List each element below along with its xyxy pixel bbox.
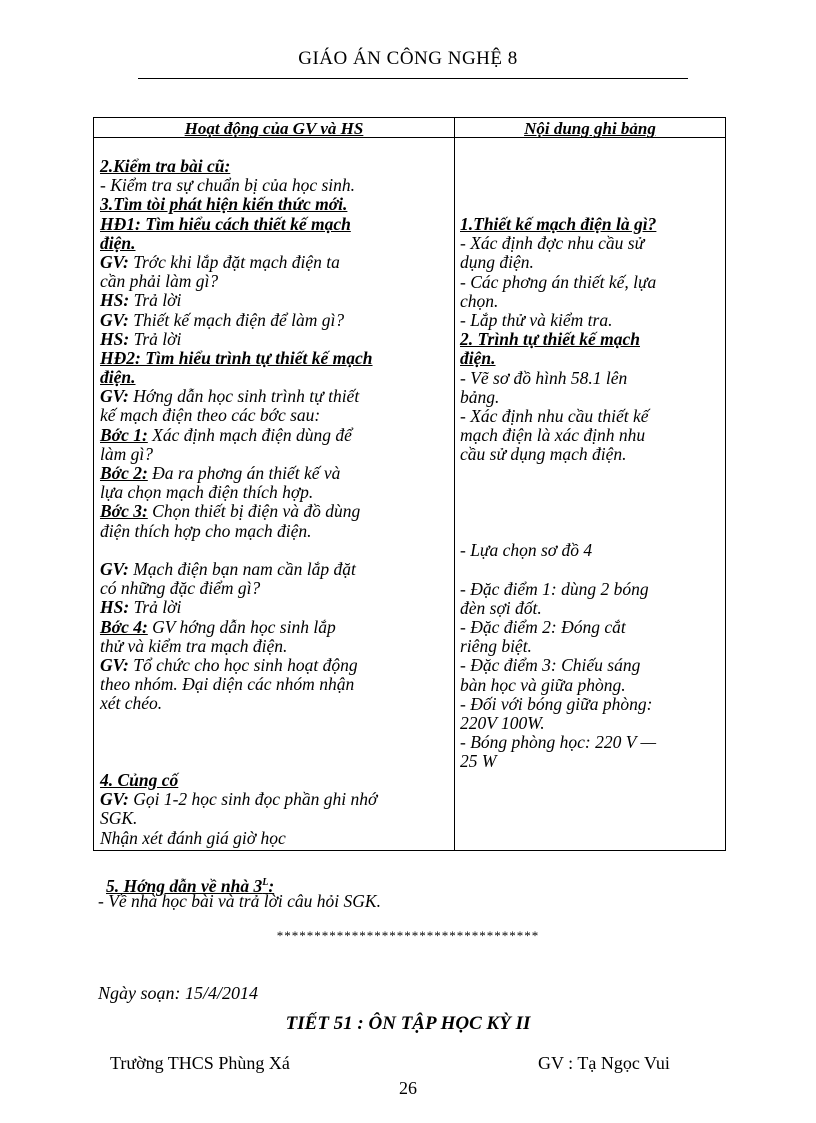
step-4-label: Bớc 4: <box>100 616 148 637</box>
section-2-line: - Xác định nhu cầu thiết kế <box>460 405 649 426</box>
check-old-lesson-text: - Kiểm tra sự chuẩn bị của học sinh. <box>100 175 356 196</box>
diagram-choice: - Lựa chọn sơ đồ 4 <box>460 540 593 561</box>
student-label: HS: <box>100 597 130 618</box>
teacher-question-1-text: Trớc khi lắp đặt mạch điện ta <box>128 251 340 272</box>
next-lesson-heading: TIẾT 51 : ÔN TẬP HỌC KỲ II <box>285 1013 531 1034</box>
column-divider <box>454 118 455 850</box>
step-2 <box>100 464 450 483</box>
page-header-title: GIÁO ÁN CÔNG NGHỆ 8 <box>298 48 518 69</box>
separator-stars: *********************************** <box>276 928 540 943</box>
homework-title <box>98 873 738 896</box>
student-answer-1-text: Trả lời <box>129 290 182 311</box>
teacher-label: GV: <box>100 654 129 675</box>
student-label: HS: <box>100 328 130 349</box>
consolidation-task-text: Gọi 1-2 học sinh đọc phần ghi nhớ <box>128 789 378 810</box>
step-1-label: Bớc 1: <box>100 424 148 445</box>
student-answer-2-text: Trả lời <box>129 328 182 349</box>
activity-2-title: HĐ2: Tìm hiểu trình tự thiết kế mạch <box>100 347 373 368</box>
spacer <box>100 752 450 771</box>
lesson-evaluation: Nhận xét đánh giá giờ học <box>100 827 286 848</box>
study-bulb-spec-cont: 25 W <box>460 751 497 772</box>
step-4-cont: thử và kiểm tra mạch điện. <box>100 635 288 656</box>
step-1-cont: làm gì? <box>100 443 153 464</box>
step-3-label: Bớc 3: <box>100 501 148 522</box>
step-4 <box>100 618 450 637</box>
activity-1-title-cont: điện. <box>100 232 136 253</box>
teacher-label: GV: <box>100 309 129 330</box>
section-1-line: - Xác định đợc nhu cầu sử <box>460 233 645 254</box>
preparation-date: Ngày soạn: 15/4/2014 <box>98 983 258 1003</box>
spacer <box>100 713 450 732</box>
check-old-lesson-title: 2.Kiểm tra bài cũ: <box>100 156 231 176</box>
header-rule <box>138 78 688 79</box>
student-answer-3 <box>100 598 450 617</box>
teacher-guide-cont: kế mạch điện theo các bớc sau: <box>100 405 321 426</box>
consolidation-task <box>100 790 450 809</box>
spacer <box>100 541 450 560</box>
table-header-activities: Hoạt động của GV và HS <box>184 119 364 138</box>
homework-title-sup: L <box>262 877 269 888</box>
step-3-text: Chọn thiết bị điện và đồ dùng <box>147 501 361 522</box>
student-answer-2 <box>100 330 450 349</box>
teacher-label: GV: <box>100 386 129 407</box>
section-2-title-cont: điện. <box>460 348 496 369</box>
teacher-label: GV: <box>100 789 129 810</box>
activities-column <box>100 157 450 848</box>
feature-1: - Đặc điểm 1: dùng 2 bóng <box>460 578 649 599</box>
section-1-line: dụng điện. <box>460 252 534 273</box>
teacher-question-3-cont: có những đặc điểm gì? <box>100 578 261 599</box>
section-2-line: - Vẽ sơ đồ hình 58.1 lên <box>460 367 628 388</box>
spacer <box>460 560 722 579</box>
new-knowledge-title: 3.Tìm tòi phát hiện kiến thức mới. <box>100 194 348 215</box>
feature-3: - Đặc điểm 3: Chiếu sáng <box>460 655 641 676</box>
teacher-question-2-text: Thiết kế mạch điện để làm gì? <box>128 309 345 330</box>
section-1-title: 1.Thiết kế mạch điện là gì? <box>460 214 657 234</box>
homework-title-colon: : <box>268 875 275 896</box>
footer-teacher: GV : Tạ Ngọc Vui <box>538 1053 670 1073</box>
feature-3-cont: bàn học và giữa phòng. <box>460 674 626 695</box>
teacher-label: GV: <box>100 251 129 272</box>
study-bulb-spec: - Bóng phòng học: 220 V — <box>460 732 657 753</box>
teacher-question-4-text: Tổ chức cho học sinh hoạt động <box>128 654 358 675</box>
table-header-board-content: Nội dung ghi bảng <box>524 119 656 138</box>
section-2-line: bảng. <box>460 386 500 407</box>
homework-section <box>98 873 738 911</box>
section-1-line: - Các phơng án thiết kế, lựa <box>460 271 657 292</box>
step-2-label: Bớc 2: <box>100 463 148 483</box>
section-1-line: - Lắp thử và kiểm tra. <box>460 309 613 330</box>
step-2-cont: lựa chọn mạch điện thích hợp. <box>100 482 314 503</box>
activity-1-title: HĐ1: Tìm hiểu cách thiết kế mạch <box>100 213 351 234</box>
spacer <box>460 522 722 541</box>
teacher-question-1-cont: cần phải làm gì? <box>100 271 219 292</box>
section-2-line: cầu sử dụng mạch điện. <box>460 444 627 465</box>
footer-school: Trường THCS Phùng Xá <box>110 1053 290 1073</box>
teacher-label: GV: <box>100 558 129 579</box>
student-answer-1 <box>100 291 450 310</box>
teacher-question-1 <box>100 253 450 272</box>
teacher-question-4 <box>100 656 450 675</box>
teacher-question-3 <box>100 560 450 579</box>
student-answer-3-text: Trả lời <box>129 597 182 618</box>
spacer <box>460 484 722 503</box>
board-content-column <box>460 215 722 771</box>
teacher-question-2 <box>100 311 450 330</box>
teacher-guide-text: Hớng dẫn học sinh trình tự thiết <box>128 386 360 407</box>
teacher-question-3-text: Mạch điện bạn nam cần lắp đặt <box>128 558 356 579</box>
section-2-line: mạch điện là xác định nhu <box>460 425 646 446</box>
step-3 <box>100 502 450 521</box>
teacher-question-4-cont-2: xét chéo. <box>100 693 163 714</box>
page-number: 26 <box>399 1078 417 1098</box>
step-2-text: Đa ra phơng án thiết kế và <box>147 463 341 483</box>
section-1-line: chọn. <box>460 290 499 311</box>
step-4-text: GV hớng dẫn học sinh lắp <box>147 616 336 637</box>
feature-2-cont: riêng biệt. <box>460 636 532 657</box>
student-label: HS: <box>100 290 130 311</box>
step-1 <box>100 426 450 445</box>
homework-title-text: 5. Hớng dẫn về nhà 3 <box>106 875 263 896</box>
consolidation-title: 4. Củng cố <box>100 770 179 790</box>
feature-2: - Đặc điểm 2: Đóng cắt <box>460 616 626 637</box>
spacer <box>460 503 722 522</box>
spacer <box>460 464 722 483</box>
center-bulb-spec: - Đối với bóng giữa phòng: <box>460 693 653 714</box>
step-1-text: Xác định mạch điện dùng để <box>147 424 352 445</box>
spacer <box>100 733 450 752</box>
consolidation-task-cont: SGK. <box>100 808 138 829</box>
teacher-question-4-cont: theo nhóm. Đại diện các nhóm nhận <box>100 674 355 695</box>
feature-1-cont: đèn sợi đốt. <box>460 597 542 618</box>
homework-text: - Về nhà học bài và trả lời câu hỏi SGK. <box>98 891 381 912</box>
center-bulb-spec-cont: 220V 100W. <box>460 712 545 733</box>
lesson-table <box>93 117 726 851</box>
step-3-cont: điện thích hợp cho mạch điện. <box>100 520 312 541</box>
teacher-guide <box>100 387 450 406</box>
section-2-title: 2. Trình tự thiết kế mạch <box>460 329 640 350</box>
activity-2-title-cont: điện. <box>100 367 136 388</box>
